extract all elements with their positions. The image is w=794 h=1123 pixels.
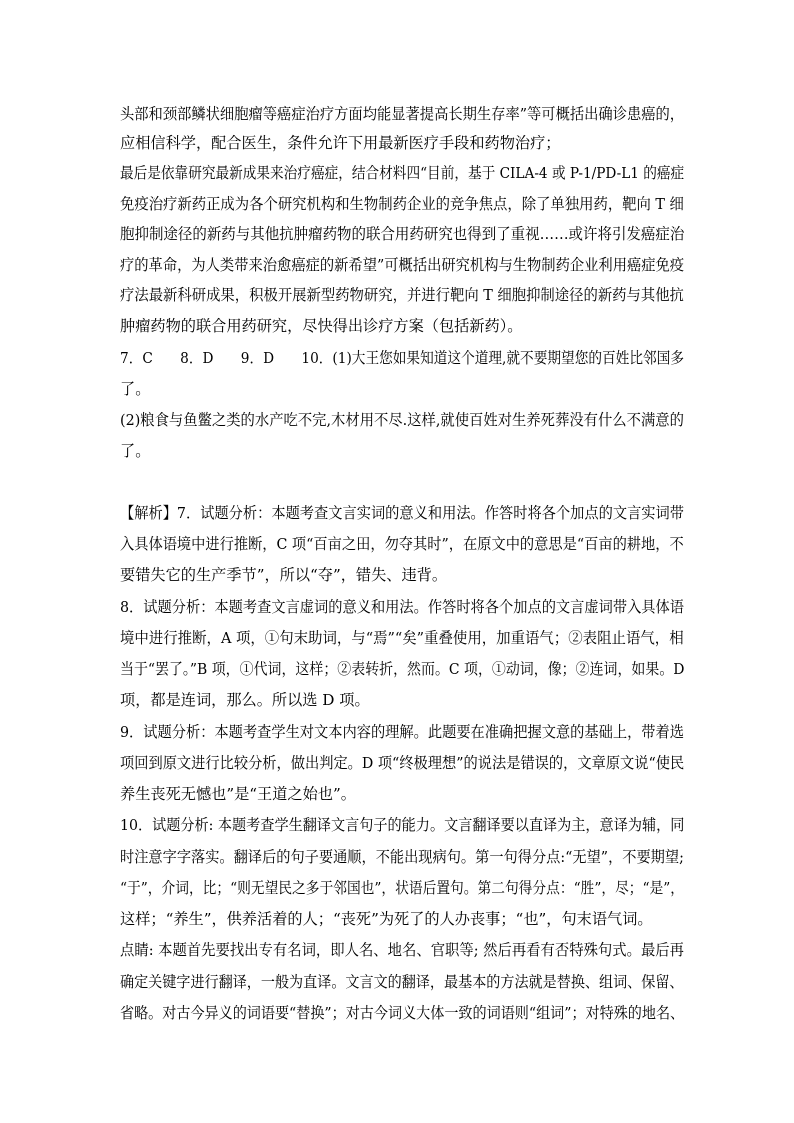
text-line: 头部和颈部鳞状细胞瘤等癌症治疗方面均能显著提高长期生存率”等可概括出确诊患癌的，	[120, 105, 685, 123]
analysis-line: “于”，介词，比；“则无望民之多于邻国也”，状语后置句。第二句得分点：“胜”，尽；“是”，	[120, 879, 685, 897]
analysis-line: 点睛: 本题首先要找出专有名词，即人名、地名、官职等; 然后再看有否特殊句式。最后再	[120, 941, 685, 959]
answer-line: 了。	[120, 380, 151, 398]
answer-line: (2)粮食与鱼鳖之类的水产吃不完,木材用不尽.这样,就使百姓对生养死葬没有什么不满意的	[120, 411, 684, 429]
analysis-line: 省略。对古今异义的词语要“替换”；对古今词义大体一致的词语则“组词”；对特殊的地名、	[120, 1004, 685, 1022]
analysis-line: 确定关键字进行翻译，一般为直译。文言文的翻译，最基本的方法就是替换、组词、保留、	[120, 973, 684, 991]
text-line: 免疫治疗新药正成为各个研究机构和生物制药企业的竞争焦点，除了单独用药，靶向 T 细	[120, 195, 684, 213]
text-line: 疗的革命，为人类带来治愈癌症的新希望”可概括出研究机构与生物制药企业利用癌症免疫	[120, 256, 685, 274]
analysis-line: 项回到原文进行比较分析，做出判定。D 项“终极理想”的说法是错误的，文章原文说“使民	[120, 754, 685, 772]
answer-line: 了。	[120, 442, 151, 460]
analysis-line: 8．试题分析：本题考查文言虚词的意义和用法。作答时将各个加点的文言虚词带入具体语	[120, 598, 684, 616]
text-line: 胞抑制途径的新药与其他抗肿瘤药物的联合用药研究也得到了重视……或许将引发癌症治	[120, 225, 685, 243]
analysis-line: 要错失它的生产季节”，所以“夺”，错失、违背。	[120, 566, 448, 584]
text-line: 肿瘤药物的联合用药研究，尽快得出诊疗方案（包括新药）。	[120, 317, 523, 335]
analysis-line: 【解析】7．试题分析：本题考查文言实词的意义和用法。作答时将各个加点的文言实词带	[120, 504, 684, 522]
analysis-line: 10．试题分析: 本题考查学生翻译文言句子的能力。文言翻译要以直译为主，意译为辅，同	[120, 816, 685, 834]
analysis-line: 入具体语境中进行推断，C 项“百亩之田，勿夺其时”，在原文中的意思是“百亩的耕地，不	[120, 535, 684, 553]
analysis-line: 项，都是连词，那么。所以选 D 项。	[120, 691, 370, 709]
analysis-line: 养生丧死无憾也”是“王道之始也”。	[120, 785, 356, 803]
analysis-line: 时注意字字落实。翻译后的句子要通顺，不能出现病句。第一句得分点:“无望”，不要期望;	[120, 848, 684, 866]
analysis-line: 境中进行推断，A 项，①句末助词，与“焉”“矣”重叠使用，加重语气；②表阻止语气，相	[120, 629, 684, 647]
text-line: 疗法最新科研成果，积极开展新型药物研究，并进行靶向 T 细胞抑制途径的新药与其他抗	[120, 286, 684, 304]
analysis-line: 9．试题分析：本题考查学生对文本内容的理解。此题要在准确把握文意的基础上，带着选	[120, 723, 684, 741]
analysis-line: 当于“罢了。”B 项，①代词，这样；②表转折，然而。C 项，①动词，像；②连词，如果。D	[120, 660, 685, 678]
analysis-line: 这样；“养生”，供养活着的人；“丧死”为死了的人办丧事；“也”，句末语气词。	[120, 910, 653, 928]
text-line: 最后是依靠研究最新成果来治疗癌症，结合材料四“目前，基于 CILA-4 或 P-1/PD-L1 的癌症	[120, 164, 685, 182]
answer-line: 7．C 8．D 9．D 10．(1)大王您如果知道这个道理,就不要期望您的百姓比邻国多	[120, 349, 685, 367]
text-line: 应相信科学，配合医生，条件允许下用最新医疗手段和药物治疗；	[120, 134, 561, 152]
